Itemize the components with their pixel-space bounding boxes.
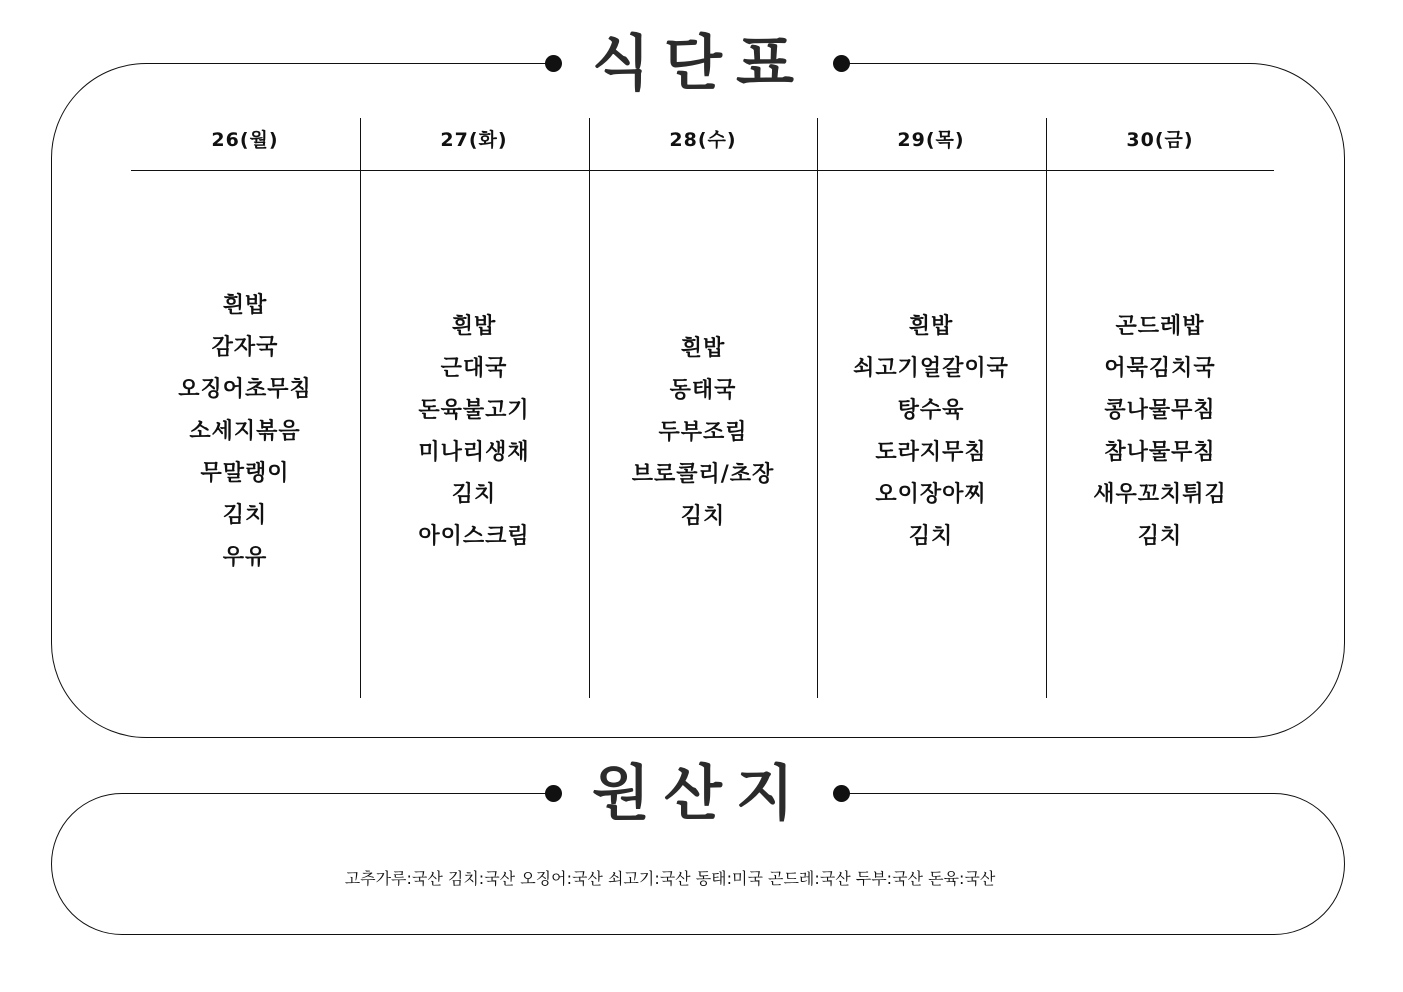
dish-item: 어묵김치국 [1104, 356, 1216, 381]
dish-item: 감자국 [211, 335, 279, 360]
dish-item: 근대국 [440, 356, 508, 381]
dish-item: 오이장아찌 [875, 482, 987, 507]
title-dot-right [833, 785, 850, 802]
dish-item: 김치 [1137, 524, 1183, 549]
dish-item: 김치 [908, 524, 954, 549]
dish-item: 김치 [222, 503, 268, 528]
dish-item: 새우꼬치튀김 [1093, 482, 1227, 507]
dish-item: 돈육불고기 [418, 398, 530, 423]
day-header-wed: 28(수) [669, 129, 737, 151]
dish-item: 우유 [222, 545, 268, 570]
dish-item: 김치 [680, 504, 726, 529]
dish-item: 흰밥 [680, 336, 726, 361]
dish-item: 브로콜리/초장 [631, 462, 775, 487]
dish-item: 오징어초무침 [178, 377, 312, 402]
day-header-fri: 30(금) [1126, 129, 1194, 151]
dish-item: 김치 [451, 482, 497, 507]
dish-item: 아이스크림 [418, 524, 530, 549]
dish-item: 참나물무침 [1104, 440, 1216, 465]
menu-column-wed [589, 328, 817, 538]
origin-info-text: 고추가루:국산 김치:국산 오징어:국산 쇠고기:국산 동태:미국 곤드레:국산 두부:국산 돈육:국산 [344, 869, 996, 888]
dish-item: 곤드레밥 [1115, 314, 1205, 339]
origin-title-block [540, 755, 860, 835]
title-dot-left [545, 55, 562, 72]
title-dot-left [545, 785, 562, 802]
header-divider-line [131, 170, 1274, 171]
dish-item: 흰밥 [908, 314, 954, 339]
dish-item: 미나리생채 [418, 440, 530, 465]
dish-item: 콩나물무침 [1104, 398, 1216, 423]
dish-item: 소세지볶음 [189, 419, 301, 444]
dish-item: 쇠고기얼갈이국 [853, 356, 1009, 381]
menu-title-block [540, 25, 860, 105]
dish-item: 탕수육 [897, 398, 965, 423]
day-header-tue: 27(화) [440, 129, 508, 151]
menu-title: 식단표 [592, 29, 808, 99]
menu-column-fri [1046, 306, 1274, 558]
dish-item: 흰밥 [222, 293, 268, 318]
menu-column-tue [360, 306, 588, 558]
origin-title: 원산지 [592, 759, 808, 829]
dish-item: 무말랭이 [200, 461, 290, 486]
menu-column-mon [131, 285, 359, 579]
dish-item: 도라지무침 [875, 440, 987, 465]
menu-column-thu [817, 306, 1045, 558]
day-header-thu: 29(목) [897, 129, 965, 151]
dish-item: 동태국 [669, 378, 737, 403]
day-header-mon: 26(월) [211, 129, 279, 151]
dish-item: 흰밥 [451, 314, 497, 339]
dish-item: 두부조림 [658, 420, 748, 445]
title-dot-right [833, 55, 850, 72]
